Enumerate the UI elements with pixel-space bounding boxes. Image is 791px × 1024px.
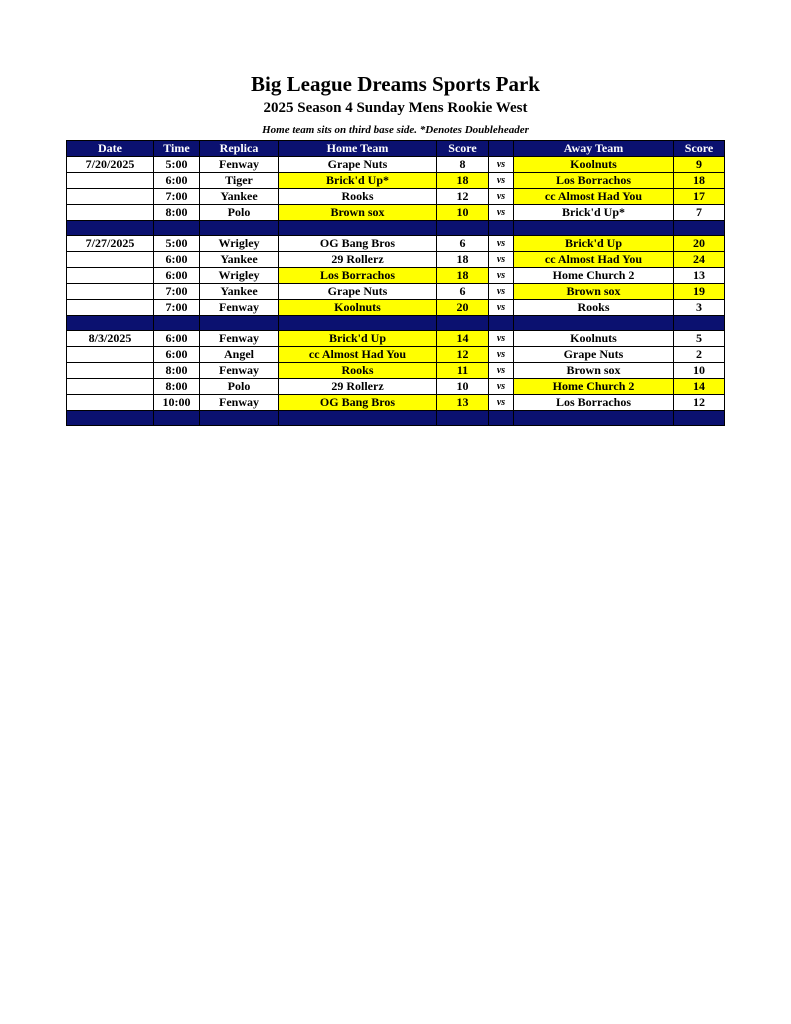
home-score-cell: 12 bbox=[437, 189, 489, 205]
time-cell: 6:00 bbox=[154, 268, 200, 284]
away-score-cell: 24 bbox=[674, 252, 725, 268]
time-cell: 6:00 bbox=[154, 347, 200, 363]
table-row bbox=[67, 189, 725, 205]
time-cell: 6:00 bbox=[154, 173, 200, 189]
away-score-cell: 18 bbox=[674, 173, 725, 189]
away-score-cell: 12 bbox=[674, 395, 725, 411]
separator-cell bbox=[279, 221, 437, 236]
date-cell: 8/3/2025 bbox=[67, 331, 154, 347]
table-header-row bbox=[67, 141, 725, 157]
away-score-cell: 3 bbox=[674, 300, 725, 316]
time-cell: 6:00 bbox=[154, 252, 200, 268]
replica-cell: Yankee bbox=[200, 189, 279, 205]
date-cell bbox=[67, 173, 154, 189]
away-score-cell: 17 bbox=[674, 189, 725, 205]
table-row bbox=[67, 300, 725, 316]
home-score-cell: 10 bbox=[437, 205, 489, 221]
separator-cell bbox=[200, 221, 279, 236]
separator-cell bbox=[437, 411, 489, 426]
time-cell: 10:00 bbox=[154, 395, 200, 411]
separator-cell bbox=[674, 411, 725, 426]
separator-cell bbox=[200, 316, 279, 331]
vs-cell: vs bbox=[489, 268, 514, 284]
date-cell bbox=[67, 379, 154, 395]
page-title: Big League Dreams Sports Park bbox=[251, 72, 540, 96]
time-cell: 8:00 bbox=[154, 205, 200, 221]
home-score-cell: 6 bbox=[437, 284, 489, 300]
home-team-cell: 29 Rollerz bbox=[279, 379, 437, 395]
away-team-cell: Brick'd Up* bbox=[514, 205, 674, 221]
replica-cell: Yankee bbox=[200, 284, 279, 300]
away-score-cell: 13 bbox=[674, 268, 725, 284]
separator-cell bbox=[154, 411, 200, 426]
separator-cell bbox=[279, 316, 437, 331]
replica-cell: Wrigley bbox=[200, 268, 279, 284]
separator-cell bbox=[437, 221, 489, 236]
away-score-cell: 19 bbox=[674, 284, 725, 300]
date-cell bbox=[67, 395, 154, 411]
home-score-cell: 13 bbox=[437, 395, 489, 411]
schedule-table bbox=[66, 140, 725, 426]
home-score-cell: 11 bbox=[437, 363, 489, 379]
away-team-cell: Brown sox bbox=[514, 284, 674, 300]
separator-cell bbox=[67, 411, 154, 426]
schedule-note: Home team sits on third base side. *Denotes Doubleheader bbox=[262, 124, 529, 136]
vs-cell: vs bbox=[489, 205, 514, 221]
replica-cell: Tiger bbox=[200, 173, 279, 189]
vs-cell: vs bbox=[489, 331, 514, 347]
date-cell bbox=[67, 252, 154, 268]
home-score-cell: 14 bbox=[437, 331, 489, 347]
separator-cell bbox=[514, 316, 674, 331]
home-score-cell: 10 bbox=[437, 379, 489, 395]
away-team-cell: cc Almost Had You bbox=[514, 252, 674, 268]
date-cell bbox=[67, 268, 154, 284]
time-cell: 5:00 bbox=[154, 157, 200, 173]
separator-cell bbox=[489, 221, 514, 236]
table-row bbox=[67, 379, 725, 395]
replica-cell: Fenway bbox=[200, 157, 279, 173]
home-team-cell: 29 Rollerz bbox=[279, 252, 437, 268]
away-team-cell: Brick'd Up bbox=[514, 236, 674, 252]
separator-cell bbox=[514, 221, 674, 236]
home-team-cell: Brick'd Up* bbox=[279, 173, 437, 189]
table-row bbox=[67, 205, 725, 221]
away-team-cell: Rooks bbox=[514, 300, 674, 316]
home-team-cell: Grape Nuts bbox=[279, 157, 437, 173]
vs-cell: vs bbox=[489, 395, 514, 411]
home-score-cell: 20 bbox=[437, 300, 489, 316]
date-cell bbox=[67, 347, 154, 363]
vs-cell: vs bbox=[489, 284, 514, 300]
separator-cell bbox=[437, 316, 489, 331]
home-team-cell: OG Bang Bros bbox=[279, 236, 437, 252]
home-team-cell: OG Bang Bros bbox=[279, 395, 437, 411]
away-score-cell: 2 bbox=[674, 347, 725, 363]
separator-cell bbox=[489, 316, 514, 331]
home-team-cell: cc Almost Had You bbox=[279, 347, 437, 363]
table-row bbox=[67, 252, 725, 268]
home-team-cell: Grape Nuts bbox=[279, 284, 437, 300]
away-team-cell: Grape Nuts bbox=[514, 347, 674, 363]
separator-cell bbox=[279, 411, 437, 426]
header-away-score: Score bbox=[674, 141, 725, 157]
replica-cell: Fenway bbox=[200, 331, 279, 347]
date-cell bbox=[67, 363, 154, 379]
time-cell: 5:00 bbox=[154, 236, 200, 252]
away-team-cell: Home Church 2 bbox=[514, 379, 674, 395]
time-cell: 8:00 bbox=[154, 363, 200, 379]
replica-cell: Wrigley bbox=[200, 236, 279, 252]
time-cell: 7:00 bbox=[154, 300, 200, 316]
away-team-cell: cc Almost Had You bbox=[514, 189, 674, 205]
vs-cell: vs bbox=[489, 236, 514, 252]
home-score-cell: 18 bbox=[437, 268, 489, 284]
date-cell bbox=[67, 300, 154, 316]
replica-cell: Polo bbox=[200, 205, 279, 221]
time-cell: 6:00 bbox=[154, 331, 200, 347]
vs-cell: vs bbox=[489, 347, 514, 363]
vs-cell: vs bbox=[489, 363, 514, 379]
home-team-cell: Brown sox bbox=[279, 205, 437, 221]
vs-cell: vs bbox=[489, 252, 514, 268]
vs-cell: vs bbox=[489, 173, 514, 189]
date-cell bbox=[67, 189, 154, 205]
away-team-cell: Home Church 2 bbox=[514, 268, 674, 284]
week-separator-row bbox=[67, 316, 725, 331]
week-separator-row bbox=[67, 411, 725, 426]
home-score-cell: 8 bbox=[437, 157, 489, 173]
away-score-cell: 10 bbox=[674, 363, 725, 379]
week-separator-row bbox=[67, 221, 725, 236]
replica-cell: Yankee bbox=[200, 252, 279, 268]
header-home-team: Home Team bbox=[279, 141, 437, 157]
vs-cell: vs bbox=[489, 300, 514, 316]
table-row bbox=[67, 157, 725, 173]
vs-cell: vs bbox=[489, 157, 514, 173]
page-subtitle: 2025 Season 4 Sunday Mens Rookie West bbox=[263, 100, 528, 116]
home-team-cell: Brick'd Up bbox=[279, 331, 437, 347]
separator-cell bbox=[67, 316, 154, 331]
away-score-cell: 14 bbox=[674, 379, 725, 395]
separator-cell bbox=[67, 221, 154, 236]
header-home-score: Score bbox=[437, 141, 489, 157]
date-cell: 7/27/2025 bbox=[67, 236, 154, 252]
home-score-cell: 12 bbox=[437, 347, 489, 363]
away-team-cell: Los Borrachos bbox=[514, 173, 674, 189]
away-score-cell: 5 bbox=[674, 331, 725, 347]
replica-cell: Fenway bbox=[200, 395, 279, 411]
replica-cell: Polo bbox=[200, 379, 279, 395]
away-score-cell: 7 bbox=[674, 205, 725, 221]
time-cell: 7:00 bbox=[154, 189, 200, 205]
table-row bbox=[67, 347, 725, 363]
home-score-cell: 18 bbox=[437, 252, 489, 268]
table-row bbox=[67, 395, 725, 411]
separator-cell bbox=[200, 411, 279, 426]
header-replica: Replica bbox=[200, 141, 279, 157]
date-cell: 7/20/2025 bbox=[67, 157, 154, 173]
schedule-body bbox=[67, 157, 725, 426]
table-row bbox=[67, 284, 725, 300]
away-team-cell: Koolnuts bbox=[514, 157, 674, 173]
header-date: Date bbox=[67, 141, 154, 157]
table-row bbox=[67, 331, 725, 347]
separator-cell bbox=[514, 411, 674, 426]
table-row bbox=[67, 363, 725, 379]
date-cell bbox=[67, 205, 154, 221]
away-score-cell: 20 bbox=[674, 236, 725, 252]
home-team-cell: Los Borrachos bbox=[279, 268, 437, 284]
separator-cell bbox=[674, 316, 725, 331]
home-score-cell: 18 bbox=[437, 173, 489, 189]
separator-cell bbox=[489, 411, 514, 426]
table-row bbox=[67, 236, 725, 252]
header-away-team: Away Team bbox=[514, 141, 674, 157]
header-vs bbox=[489, 141, 514, 157]
away-score-cell: 9 bbox=[674, 157, 725, 173]
separator-cell bbox=[674, 221, 725, 236]
home-team-cell: Koolnuts bbox=[279, 300, 437, 316]
away-team-cell: Koolnuts bbox=[514, 331, 674, 347]
home-team-cell: Rooks bbox=[279, 189, 437, 205]
date-cell bbox=[67, 284, 154, 300]
away-team-cell: Los Borrachos bbox=[514, 395, 674, 411]
vs-cell: vs bbox=[489, 379, 514, 395]
time-cell: 7:00 bbox=[154, 284, 200, 300]
time-cell: 8:00 bbox=[154, 379, 200, 395]
replica-cell: Fenway bbox=[200, 300, 279, 316]
separator-cell bbox=[154, 221, 200, 236]
replica-cell: Fenway bbox=[200, 363, 279, 379]
home-team-cell: Rooks bbox=[279, 363, 437, 379]
vs-cell: vs bbox=[489, 189, 514, 205]
table-row bbox=[67, 173, 725, 189]
home-score-cell: 6 bbox=[437, 236, 489, 252]
separator-cell bbox=[154, 316, 200, 331]
header-time: Time bbox=[154, 141, 200, 157]
table-row bbox=[67, 268, 725, 284]
replica-cell: Angel bbox=[200, 347, 279, 363]
away-team-cell: Brown sox bbox=[514, 363, 674, 379]
